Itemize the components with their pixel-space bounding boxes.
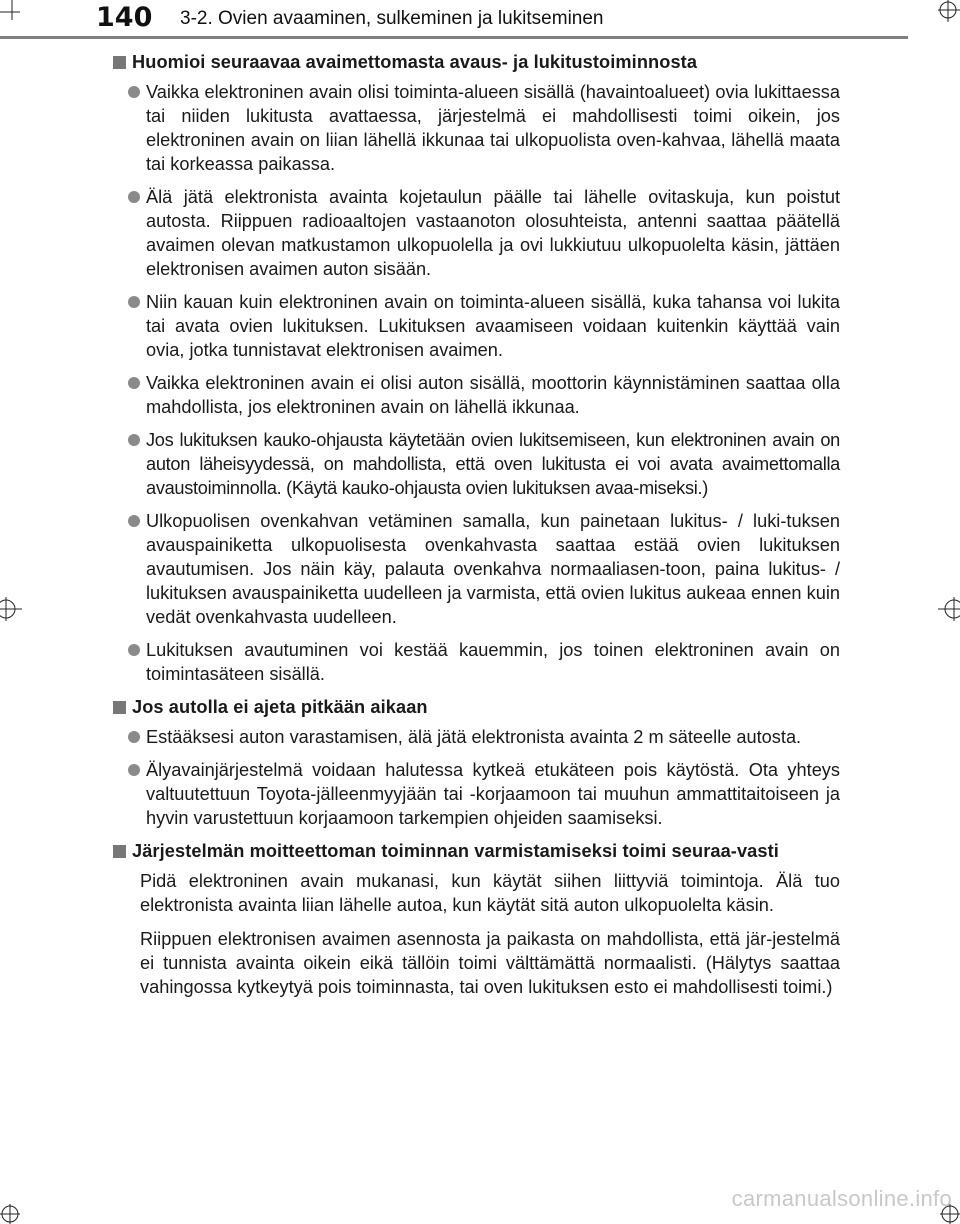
header-rule [0,36,908,39]
circle-bullet-icon [128,644,140,656]
section-correct-operation [112,839,840,999]
section-keyless-notes [112,50,840,686]
page-content [112,50,840,1009]
list-item: Niin kauan kuin elektroninen avain on toiminta-alueen sisällä, kuka tahansa voi lukita tai avata ovien lukituksen. Lukituksen avaamiseen voidaan kuitenkin käyttää vain ovia, jotka tunnistavat elektronisen avaimen. [112,290,840,362]
crop-mark-bottom-left [0,1204,20,1224]
square-bullet-icon [113,56,126,69]
circle-bullet-icon [128,191,140,203]
section-heading: Järjestelmän moitteettoman toiminnan varmistamiseksi toimi seuraa-vasti [112,839,840,863]
crop-mark-mid-left [0,597,24,621]
list-item: Lukituksen avautuminen voi kestää kauemmin, jos toinen elektroninen avain on toimintasäteen sisällä. [112,638,840,686]
circle-bullet-icon [128,764,140,776]
list-item: Vaikka elektroninen avain olisi toiminta-alueen sisällä (havaintoalueet) ovia lukittaessa tai niiden lukitusta avattaessa, järjestelmä ei mahdollisesti toimi oikein, jos elektroninen avain on liian lähellä ikkunaa tai ulkopuolista oven-kahvaa, lähellä maata tai korkeassa paikassa. [112,80,840,176]
section-long-parking [112,695,840,830]
paragraph: Riippuen elektronisen avaimen asennosta ja paikasta on mahdollista, että jär-jestelmä ei tunnista avainta oikein eikä tällöin toimi välttämättä normaalisti. (Hälytys saattaa vahingossa kytkeytyä pois toiminnasta, tai oven lukituksen esto ei mahdollisesti toimi.) [140,929,840,997]
circle-bullet-icon [128,296,140,308]
list-item: Ulkopuolisen ovenkahvan vetäminen samalla, kun painetaan lukitus- / luki-tuksen avauspainiketta ulkopuolisesta ovenkahvasta saattaa estää ovien lukituksen avautumisen. Jos näin käy, palauta ovenkahva normaaliasen-toon, paina lukitus- / lukituksen avauspainiketta uudelleen ja varmista, että ovien lukitus aukeaa ennen kuin vedät ovenkahvasta uudelleen. [112,509,840,629]
list-item: Estääksesi auton varastamisen, älä jätä elektronista avainta 2 m säteelle autosta. [112,725,840,749]
circle-bullet-icon [128,377,140,389]
crop-mark-mid-right [936,597,960,621]
section-heading: Jos autolla ei ajeta pitkään aikaan [112,695,840,719]
circle-bullet-icon [128,731,140,743]
page-header [0,0,960,42]
page-number: 140 [96,2,153,33]
footer-watermark: carmanualsonline.info [731,1186,952,1211]
list-item: Jos lukituksen kauko-ohjausta käytetään ovien lukitsemiseen, kun elektroninen avain on auton läheisyydessä, on mahdollista, että oven lukitusta ei voi avata avaimettomalla avaustoiminnolla. (Käytä kauko-ohjausta ovien lukituksen avaa-miseksi.) [112,428,840,500]
list-item: Älyavainjärjestelmä voidaan halutessa kytkeä etukäteen pois käytöstä. Ota yhteys valtuutettuun Toyota-jälleenmyyjään tai -korjaamoon tai muuhun ammattitaitoiseen ja hyvin varustettuun korjaamoon tarkempien ohjeiden saamiseksi. [112,758,840,830]
square-bullet-icon [113,701,126,714]
square-bullet-icon [113,845,126,858]
list-item: Vaikka elektroninen avain ei olisi auton sisällä, moottorin käynnistäminen saattaa olla mahdollista, jos elektroninen avain on lähellä ikkunaa. [112,371,840,419]
circle-bullet-icon [128,86,140,98]
circle-bullet-icon [128,515,140,527]
section-heading: Huomioi seuraavaa avaimettomasta avaus- ja lukitustoiminnosta [112,50,840,74]
paragraph: Pidä elektroninen avain mukanasi, kun käytät siihen liittyviä toimintoja. Älä tuo elektronista avainta liian lähelle autoa, kun käytät sitä auton ulkopuolelta käsin. [140,871,840,915]
circle-bullet-icon [128,434,140,446]
list-item: Älä jätä elektronista avainta kojetaulun päälle tai lähelle ovitaskuja, kun poistut autosta. Riippuen radioaaltojen vastaanoton olosuhteista, antenni saattaa päätellä avaimen olevan matkustamon ulkopuolella ja ovi lukkiutuu ulkopuolelta käsin, jättäen elektronisen avaimen auton sisään. [112,185,840,281]
chapter-title: 3-2. Ovien avaaminen, sulkeminen ja lukitseminen [180,8,604,29]
